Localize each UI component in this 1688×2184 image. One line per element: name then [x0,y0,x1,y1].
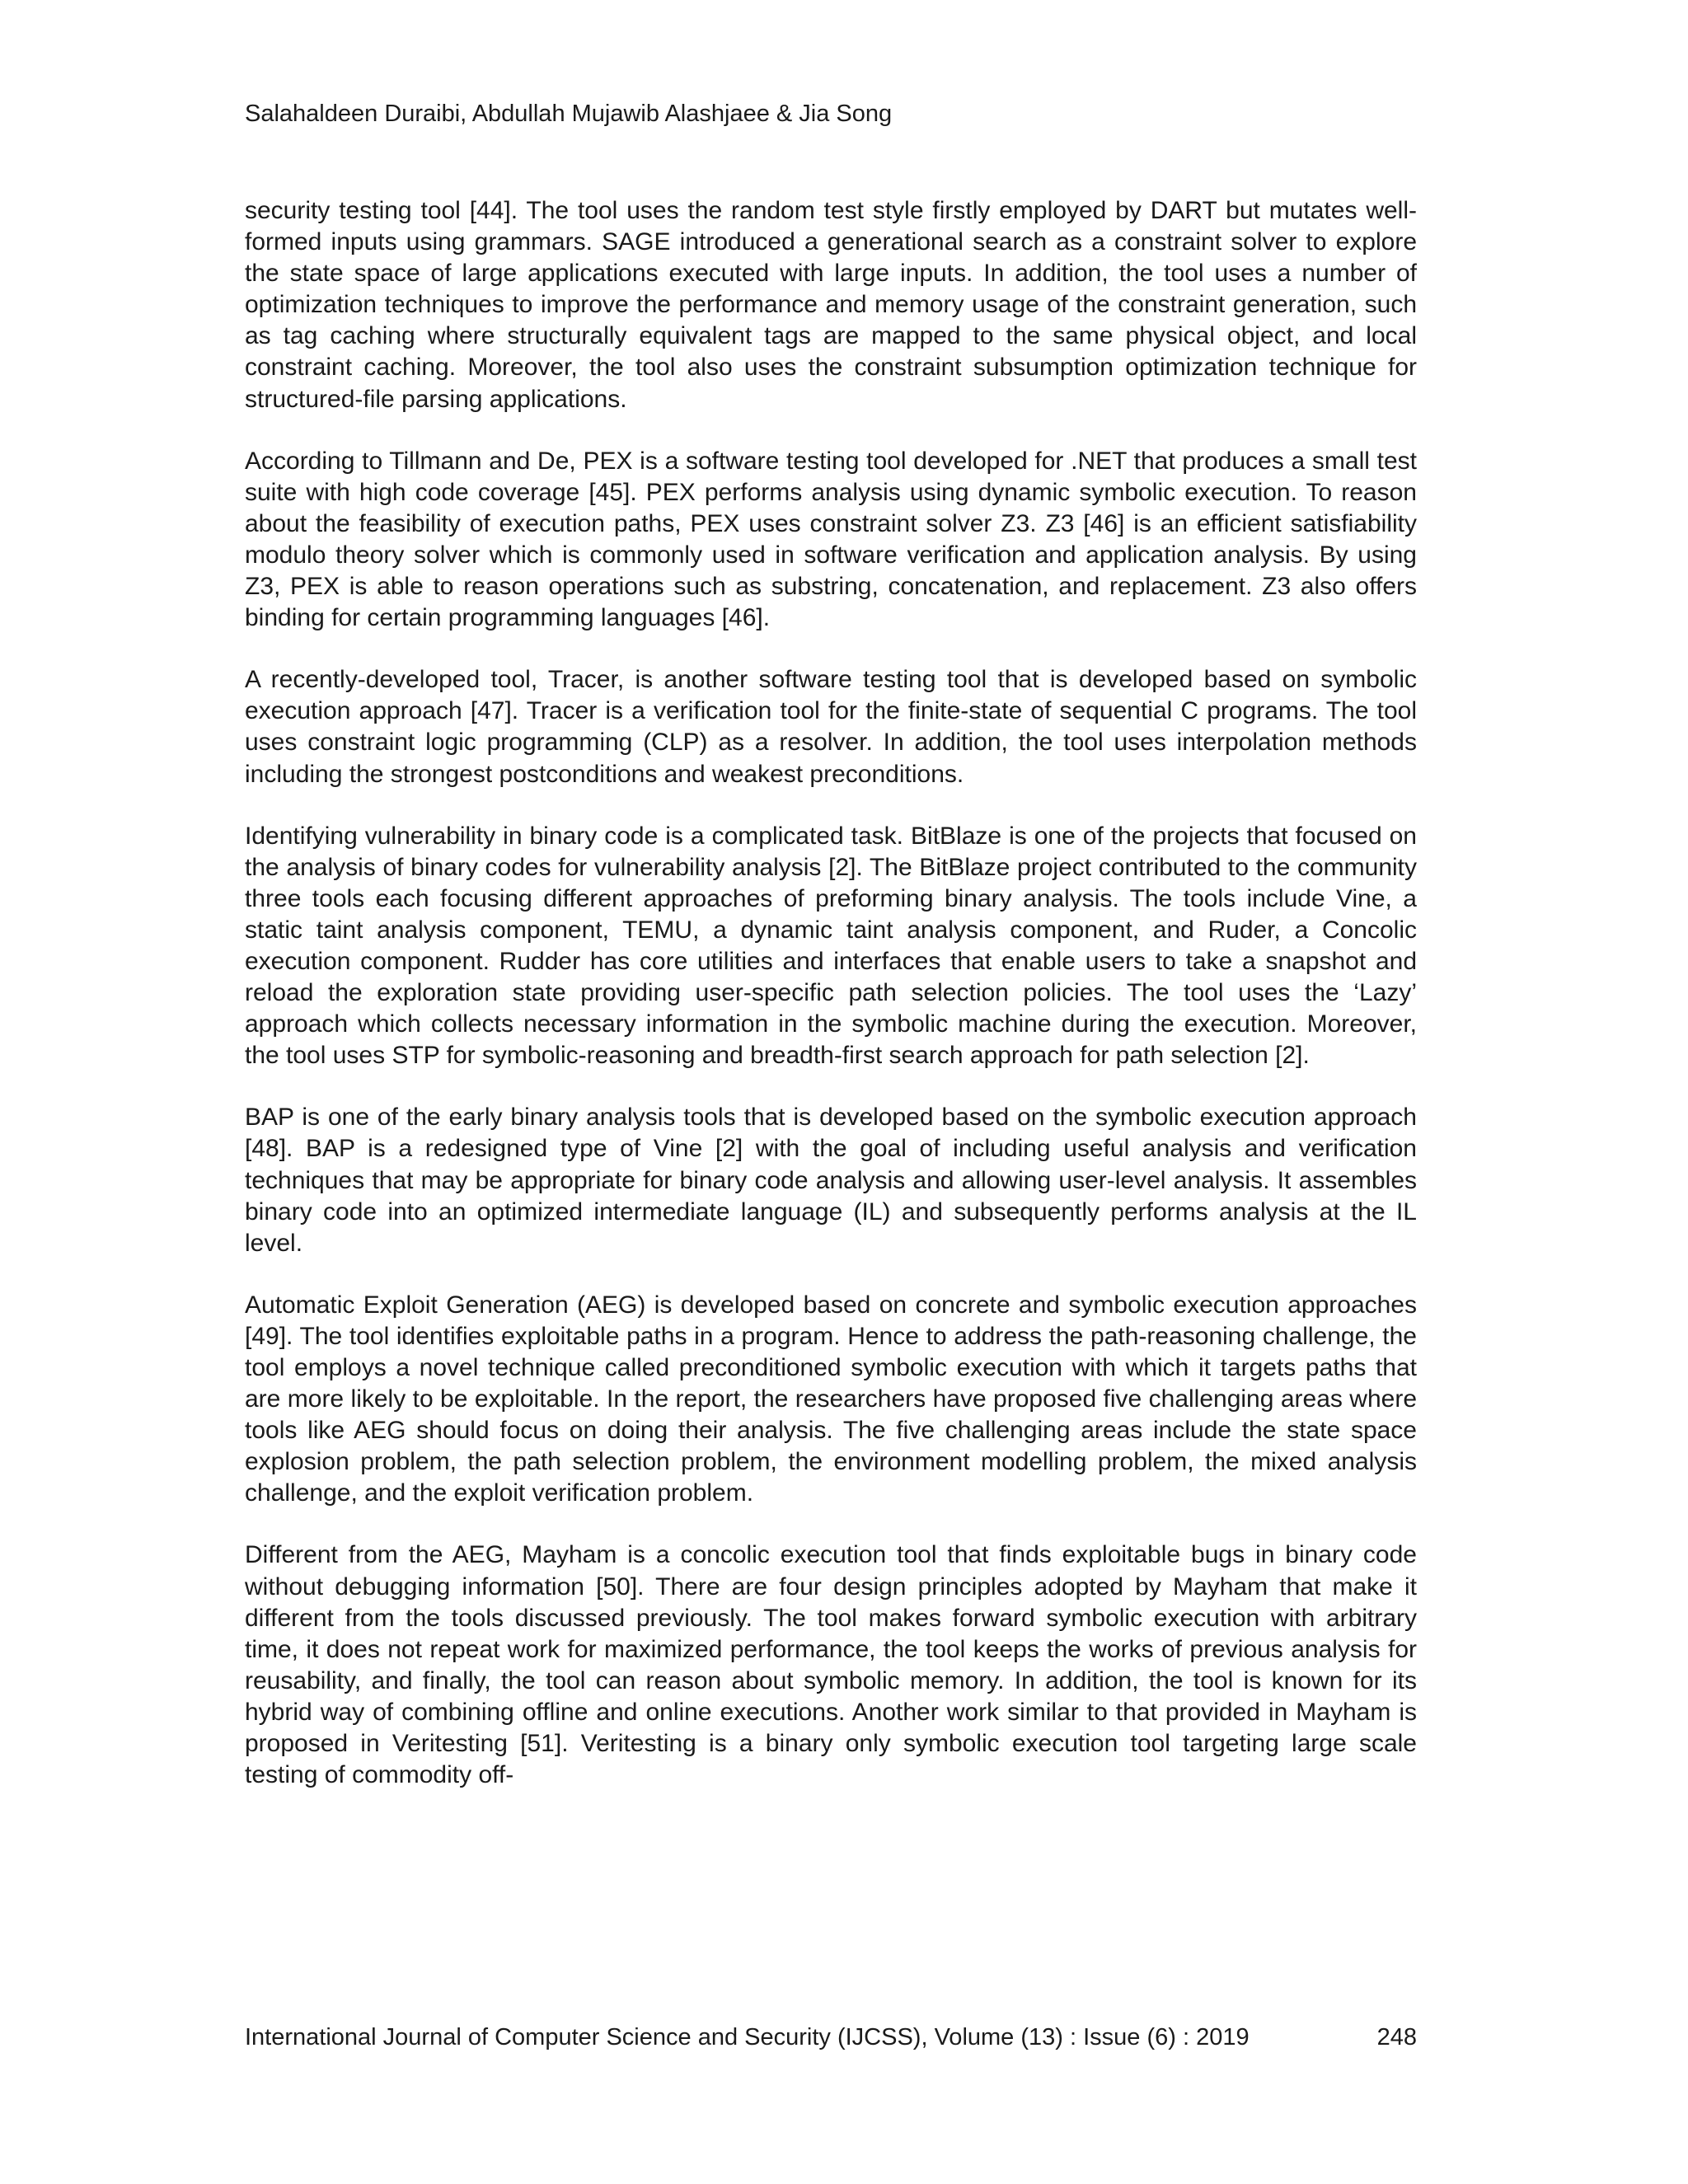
paragraph-aeg: Automatic Exploit Generation (AEG) is developed based on concrete and symbolic execution approaches [49]. The tool identifies exploitable paths in a program. Hence to address the path-reasoning challenge, the tool employs a novel technique called preconditioned symbolic execution with which it targets paths that are more likely to be exploitable. In the report, the researchers have proposed five challenging areas where tools like AEG should focus on doing their analysis. The five challenging areas include the state space explosion problem, the path selection problem, the environment modelling problem, the mixed analysis challenge, and the exploit verification problem. [245,1291,1417,1507]
running-head-authors: Salahaldeen Duraibi, Abdullah Mujawib Alashjaee & Jia Song [245,101,893,127]
paragraph-mayham: Different from the AEG, Mayham is a concolic execution tool that finds exploitable bugs in binary code without debugging information [50]. There are four design principles adopted by Mayham that make it different from the tools discussed previously. The tool makes forward symbolic execution with arbitrary time, it does not repeat work for maximized performance, the tool keeps the works of previous analysis for reusability, and finally, the tool can reason about symbolic memory. In addition, the tool is known for its hybrid way of combining offline and online executions. Another work similar to that provided in Mayham is proposed in Veritesting [51]. Veritesting is a binary only symbolic execution tool targeting large scale testing of commodity off- [245,1541,1417,1789]
paragraph-bitblaze: Identifying vulnerability in binary code is a complicated task. BitBlaze is one of the projects that focused on the analysis of binary codes for vulnerability analysis [2]. The BitBlaze project contributed to the community three tools each focusing different approaches of preforming binary analysis. The tools include Vine, a static taint analysis component, TEMU, a dynamic taint analysis component, and Ruder, a Concolic execution component. Rudder has core utilities and interfaces that enable users to take a snapshot and reload the exploration state providing user-specific path selection policies. The tool uses the ‘Lazy’ approach which collects necessary information in the symbolic machine during the execution. Moreover, the tool uses STP for symbolic-reasoning and breadth-first search approach for path selection [2]. [245,822,1417,1070]
paragraph-pex: According to Tillmann and De, PEX is a software testing tool developed for .NET that produces a small test suite with high code coverage [45]. PEX performs analysis using dynamic symbolic execution. To reason about the feasibility of execution paths, PEX uses constraint solver Z3. Z3 [46] is an efficient satisfiability modulo theory solver which is commonly used in software verification and application analysis. By using Z3, PEX is able to reason operations such as substring, concatenation, and replacement. Z3 also offers binding for certain programming languages [46]. [245,447,1417,632]
paragraph-bap: BAP is one of the early binary analysis tools that is developed based on the symbolic execution approach [48]. BAP is a redesigned type of Vine [2] with the goal of including useful analysis and verification techniques that may be appropriate for binary code analysis and allowing user-level analysis. It assembles binary code into an optimized intermediate language (IL) and subsequently performs analysis at the IL level. [245,1104,1417,1257]
page-number: 248 [1376,2024,1417,2050]
footer-journal-citation: International Journal of Computer Science and Security (IJCSS), Volume (13) : Issue (6) : 2019 [245,2024,1250,2050]
paragraph-sage: security testing tool [44]. The tool uses the random test style firstly employed by DART but mutates well-formed inputs using grammars. SAGE introduced a generational search as a constraint solver to explore the state space of large applications executed with large inputs. In addition, the tool uses a number of optimization techniques to improve the performance and memory usage of the constraint generation, such as tag caching where structurally equivalent tags are mapped to the same physical object, and local constraint caching. Moreover, the tool also uses the constraint subsumption optimization technique for structured-file parsing applications. [245,197,1417,413]
body-text [245,195,1417,1821]
paragraph-tracer: A recently-developed tool, Tracer, is another software testing tool that is developed based on symbolic execution approach [47]. Tracer is a verification tool for the finite-state of sequential C programs. The tool uses constraint logic programming (CLP) as a resolver. In addition, the tool uses interpolation methods including the strongest postconditions and weakest preconditions. [245,666,1417,788]
